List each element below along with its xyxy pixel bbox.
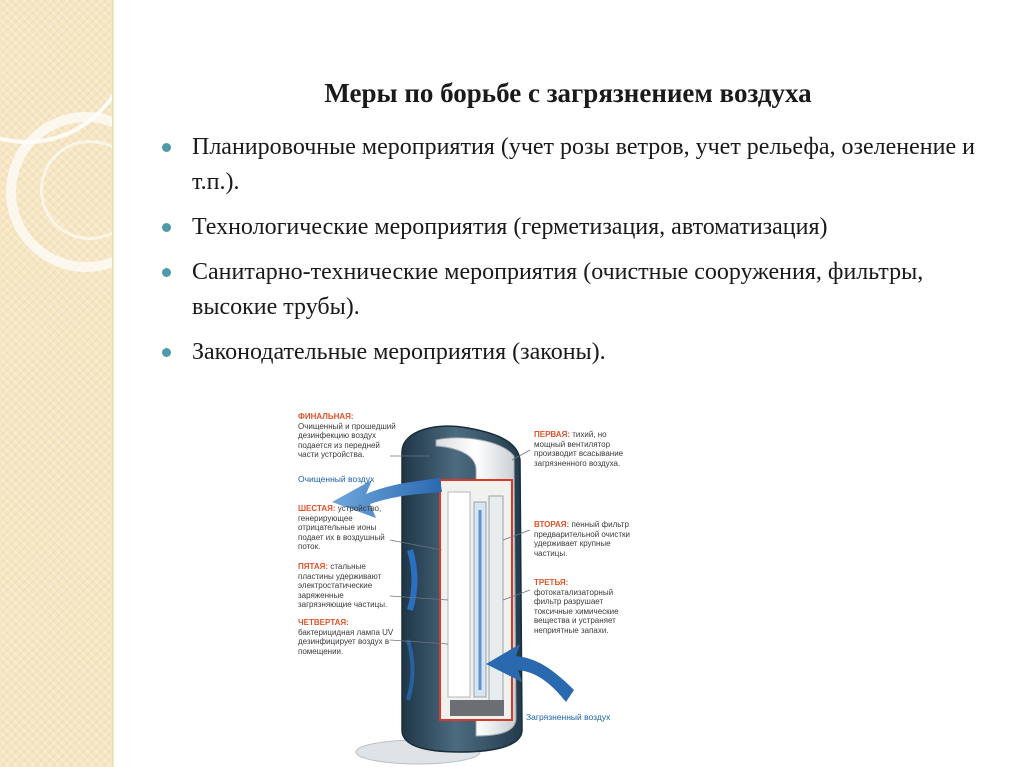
label-third-stage-head: ТРЕТЬЯ:	[534, 578, 569, 587]
bullet-dot-icon	[162, 143, 171, 152]
bullet-item	[160, 210, 980, 245]
label-sixth-stage-text: устройство, генерирующее отрицательные ионы подает их в воздушный поток.	[298, 504, 385, 551]
label-second-stage-head: ВТОРАЯ:	[534, 520, 570, 529]
bullet-dot-icon	[162, 348, 171, 357]
slide-title: Меры по борьбе с загрязнением воздуха	[324, 78, 812, 108]
label-final-stage	[298, 412, 398, 460]
bullet-item	[160, 130, 980, 200]
bullet-text: Санитарно-технические мероприятия (очистные сооружения, фильтры, высокие трубы).	[192, 259, 924, 320]
air-purifier-diagram	[290, 400, 650, 767]
bullet-text: Законодательные мероприятия (законы).	[192, 339, 606, 365]
label-third-stage-text: фотокатализаторный фильтр разрушает токсичные химические вещества и устраняет неприятные запахи.	[534, 587, 619, 635]
label-fifth-stage-head: ПЯТАЯ:	[298, 562, 329, 571]
label-second-stage-text: пенный фильтр предварительной очистки удерживает крупные частицы.	[534, 520, 630, 558]
label-fourth-stage-text: бактерицидная лампа UV дезинфицирует воздух в помещении.	[298, 627, 394, 656]
label-first-stage-head: ПЕРВАЯ:	[534, 430, 570, 439]
bullet-text: Планировочные мероприятия (учет розы ветров, учет рельефа, озеленение и т.п.).	[192, 134, 975, 195]
bullet-item	[160, 335, 980, 370]
label-fifth-stage-text: стальные пластины удерживают электростатические заряженные загрязняющие частицы.	[298, 562, 388, 609]
side-band-edge	[112, 0, 115, 767]
label-first-stage-text: тихий, но мощный вентилятор производит всасывание загрязненного воздуха.	[534, 430, 624, 468]
bullet-dot-icon	[162, 268, 171, 277]
label-fourth-stage-head: ЧЕТВЕРТАЯ:	[298, 618, 349, 627]
dirty-air-label: Загрязненный воздух	[526, 712, 611, 722]
label-final-stage-head: ФИНАЛЬНАЯ:	[298, 412, 354, 421]
bullet-list	[160, 130, 980, 380]
clean-air-label: Очищенный воздух	[298, 474, 375, 484]
label-final-stage-text: Очищенный и прошедший дезинфекцию воздух подается из передней части устройства.	[298, 421, 396, 459]
bullet-dot-icon	[162, 223, 171, 232]
label-second-stage	[534, 520, 630, 558]
label-first-stage	[534, 430, 634, 468]
label-sixth-stage-head: ШЕСТАЯ:	[298, 504, 336, 513]
label-fifth-stage	[298, 562, 394, 610]
bullet-item	[160, 255, 980, 325]
label-third-stage	[534, 578, 634, 635]
bullet-text: Технологические мероприятия (герметизация, автоматизация)	[192, 214, 828, 240]
decorative-side-band	[0, 0, 112, 767]
label-fourth-stage	[298, 618, 394, 656]
label-sixth-stage	[298, 504, 394, 552]
